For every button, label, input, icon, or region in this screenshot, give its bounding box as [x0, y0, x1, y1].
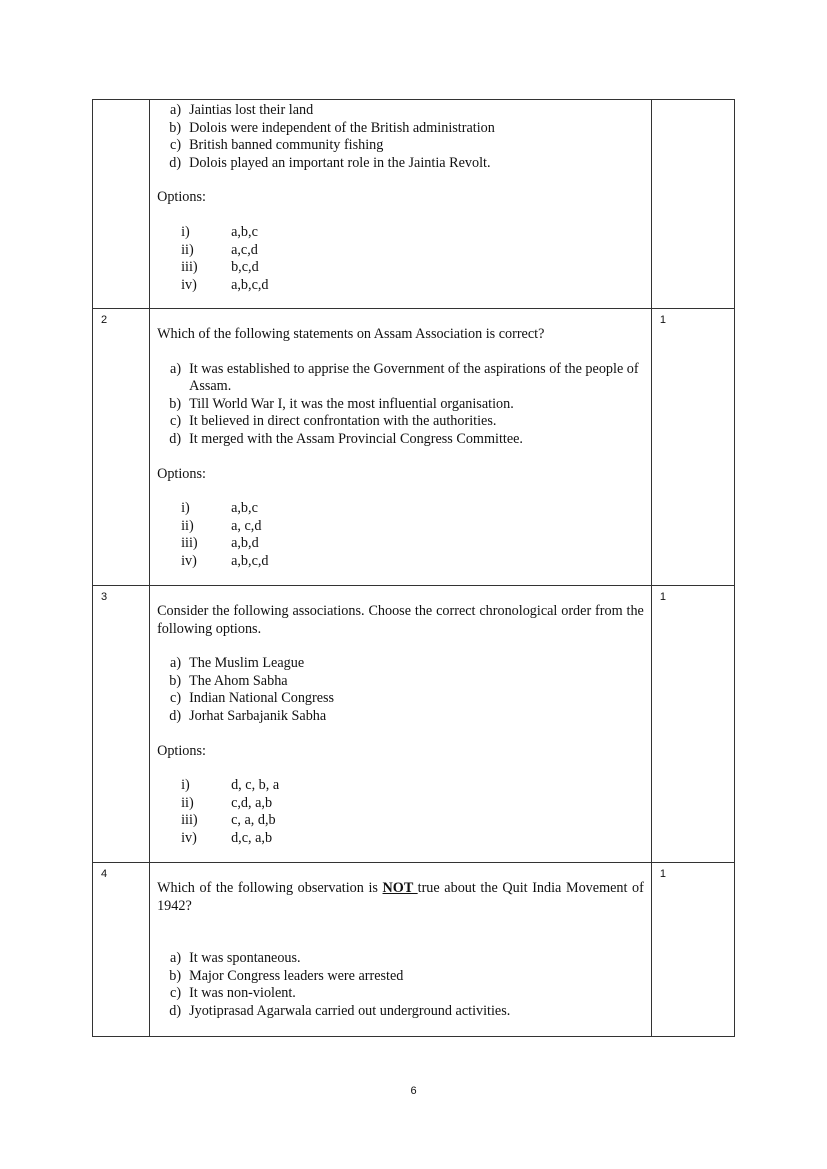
statement-item: c) Indian National Congress [170, 690, 335, 707]
statement-item: d) It merged with the Assam Provincial Congress Committee. [169, 430, 523, 447]
statement-item: a) The Muslim League [170, 655, 305, 672]
question-text: Which of the following statements on Assam Association is correct? [157, 326, 545, 342]
question-number-cell [93, 309, 150, 586]
option-item: i) a,b,c [181, 223, 258, 240]
question-number-cell [93, 863, 150, 1037]
statement-item: c) British banned community fishing [170, 137, 384, 154]
question-row-1-continued [93, 100, 735, 309]
statement-list [157, 361, 644, 449]
question-number-cell [93, 586, 150, 863]
marks-value: 1 [659, 868, 666, 880]
question-row-2 [93, 309, 735, 586]
option-item: i) d, c, b, a [181, 777, 280, 794]
marks-cell [651, 309, 734, 586]
option-item: iii) b,c,d [181, 259, 259, 276]
options-list [157, 500, 644, 570]
question-row-3 [93, 586, 735, 863]
option-item: ii) c,d, a,b [181, 794, 273, 811]
statement-list [157, 950, 644, 1020]
question-body-cell [150, 863, 652, 1037]
statement-item: d) Dolois played an important role in the Jaintia Revolt. [169, 154, 491, 171]
statement-item: b) The Ahom Sabha [169, 672, 288, 689]
statement-item: b) Dolois were independent of the British administration [169, 119, 495, 136]
question-body-cell [150, 586, 652, 863]
statement-item: c) It believed in direct confrontation with the authorities. [170, 413, 497, 430]
option-item: iii) a,b,d [181, 535, 259, 552]
statement-item: c) It was non-violent. [170, 985, 296, 1002]
marks-cell [651, 586, 734, 863]
marks-value: 1 [659, 591, 666, 603]
statement-list [157, 655, 644, 725]
options-list [157, 224, 644, 294]
option-item: i) a,b,c [181, 500, 258, 517]
question-body-cell [150, 309, 652, 586]
question-number-cell [93, 100, 150, 309]
question-row-4 [93, 863, 735, 1037]
option-item: iii) c, a, d,b [181, 812, 276, 829]
question-number [93, 100, 149, 105]
question-number: 4 [101, 868, 108, 880]
options-heading: Options: [157, 465, 206, 482]
question-number: 2 [101, 314, 108, 326]
options-heading: Options: [157, 189, 206, 206]
statement-item: b) Till World War I, it was the most influential organisation. [169, 395, 514, 412]
statement-item: d) Jyotiprasad Agarwala carried out underground activities. [169, 1002, 511, 1019]
options-heading: Options: [157, 742, 206, 759]
emphasis-not: NOT [382, 880, 418, 896]
statement-list [157, 102, 644, 172]
statement-item: d) Jorhat Sarbajanik Sabha [169, 707, 327, 724]
statement-item: a) Jaintias lost their land [170, 102, 314, 118]
options-list [157, 777, 644, 847]
statement-item: b) Major Congress leaders were arrested [169, 967, 404, 984]
question-table [92, 99, 735, 1037]
option-item: iv) a,b,c,d [181, 552, 269, 569]
statement-item: a) It was spontaneous. [170, 950, 301, 967]
marks-value: 1 [659, 314, 666, 326]
question-number: 3 [101, 591, 108, 603]
question-body-cell [150, 100, 652, 309]
marks-value [652, 100, 734, 105]
marks-cell [651, 863, 734, 1037]
question-text: Consider the following associations. Choose the correct chronological order from the following options. [157, 603, 644, 637]
question-text: Which of the following observation is NOT true about the Quit India Movement of 1942? [157, 880, 644, 914]
page-number: 6 [410, 1085, 417, 1097]
option-item: iv) a,b,c,d [181, 276, 269, 293]
marks-cell [651, 100, 734, 309]
statement-item: a) It was established to apprise the Government of the aspirations of the people of Assam. [170, 360, 639, 395]
option-item: iv) d,c, a,b [181, 829, 273, 846]
option-item: ii) a,c,d [181, 241, 258, 258]
option-item: ii) a, c,d [181, 517, 262, 534]
